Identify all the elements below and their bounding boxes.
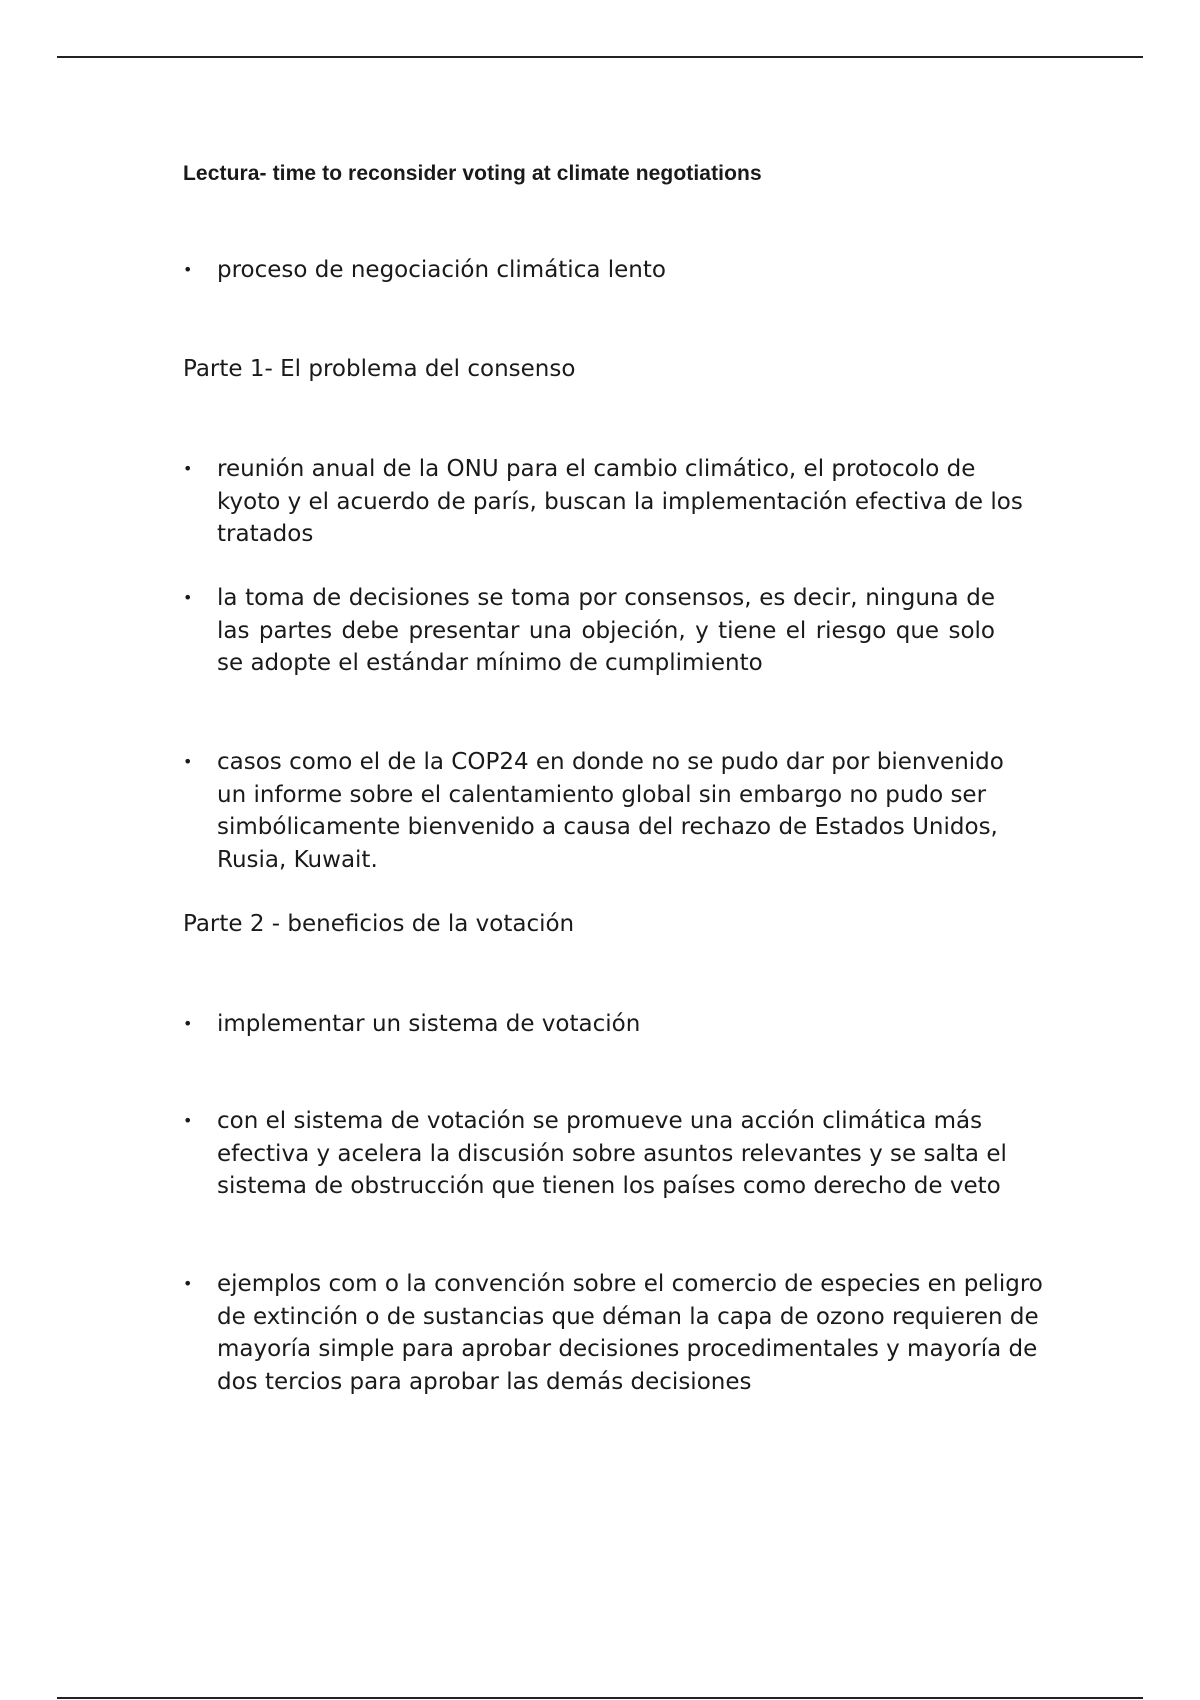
top-rule — [57, 56, 1143, 58]
list-item-text: proceso de negociación climática lento — [217, 257, 666, 283]
list-item-intro — [183, 254, 1023, 287]
bullet-icon: • — [183, 1014, 193, 1033]
list-item-part1-2 — [183, 582, 995, 680]
list-item-text: reunión anual de la ONU para el cambio climático, el protocolo de kyoto y el acuerdo de parís, buscan la implementación efectiva de los tratados — [217, 456, 1023, 548]
section-heading-part2: Parte 2 - beneficios de la votación — [183, 911, 575, 937]
list-item-text: implementar un sistema de votación — [217, 1011, 641, 1037]
bullet-icon: • — [183, 459, 193, 478]
list-item-part2-2 — [183, 1105, 1023, 1203]
bullet-icon: • — [183, 1274, 193, 1293]
list-item-text: ejemplos com o la convención sobre el comercio de especies en peligro de extinción o de sustancias que déman la capa de ozono requieren de mayoría simple para aprobar decisiones procedimentales y mayoría de dos tercios para aprobar las demás decisiones — [217, 1271, 1043, 1395]
list-item-part2-3 — [183, 1268, 1043, 1398]
list-item-part1-1 — [183, 453, 1023, 551]
list-item-text: casos como el de la COP24 en donde no se pudo dar por bienvenido un informe sobre el calentamiento global sin embargo no pudo ser simbólicamente bienvenido a causa del rechazo de Estados Unidos, Rusia, Kuwait. — [217, 749, 1004, 873]
bullet-icon: • — [183, 1111, 193, 1130]
bullet-icon: • — [183, 752, 193, 771]
list-item-text: con el sistema de votación se promueve una acción climática más efectiva y acelera la discusión sobre asuntos relevantes y se salta el sistema de obstrucción que tienen los países como derecho de veto — [217, 1108, 1007, 1200]
list-item-text: la toma de decisiones se toma por consensos, es decir, ninguna de las partes debe presentar una objeción, y tiene el riesgo que solo se adopte el estándar mínimo de cumplimiento — [217, 585, 995, 677]
list-item-part2-1 — [183, 1008, 1023, 1041]
bullet-icon: • — [183, 588, 193, 607]
document-title: Lectura- time to reconsider voting at climate negotiations — [183, 162, 762, 185]
list-item-part1-3 — [183, 746, 1023, 876]
section-heading-part1: Parte 1- El problema del consenso — [183, 356, 576, 382]
bullet-icon: • — [183, 260, 193, 279]
bottom-rule — [57, 1697, 1143, 1699]
